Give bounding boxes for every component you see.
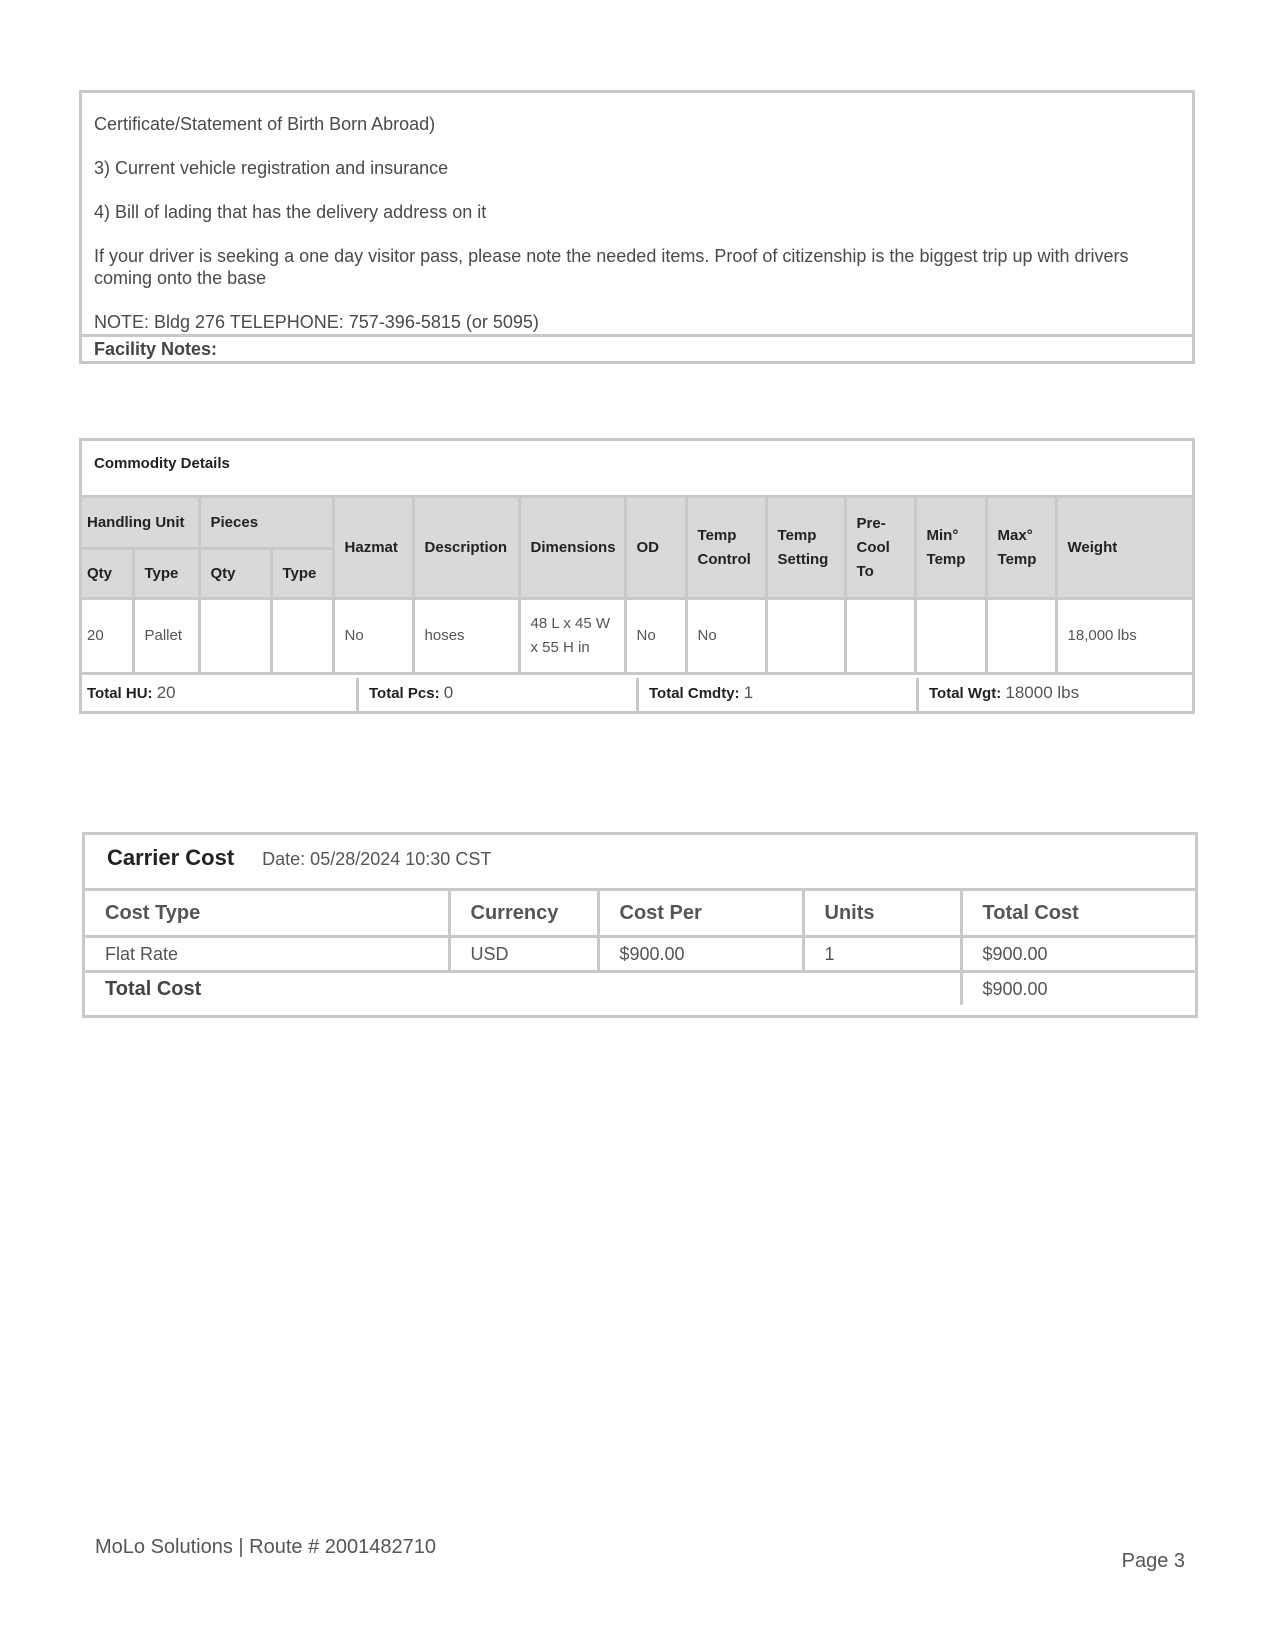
total-cmdty-value: 1 [743,683,754,702]
total-pcs-value: 0 [443,683,454,702]
cell-total-cost: $900.00 [961,937,1195,972]
total-hu [82,678,356,711]
header-cost-type: Cost Type [85,890,449,937]
header-description: Description [413,497,519,599]
commodity-table [82,495,1192,675]
table-row [82,599,1192,674]
total-wgt-label: Total Wgt: [929,685,1002,702]
notes-body [82,93,1192,337]
footer-route: MoLo Solutions | Route # 2001482710 [95,1536,437,1558]
header-temp-setting: Temp Setting [766,497,845,599]
total-hu-value: 20 [156,683,176,702]
cell-units: 1 [803,937,961,972]
header-dimensions: Dimensions [519,497,625,599]
total-cost-value: $900.00 [961,972,1195,1006]
total-pcs [356,678,636,711]
cell-od: No [625,599,686,674]
carrier-cost-section [82,832,1198,1018]
notes-line: NOTE: Bldg 276 TELEPHONE: 757-396-5815 (or 5095) [94,312,539,332]
header-hu-type: Type [133,549,199,599]
header-pre-cool-to: Pre-Cool To [845,497,915,599]
page-number: Page 3 [1121,1550,1185,1572]
header-cost-per: Cost Per [598,890,803,937]
cell-pc-type [271,599,333,674]
cell-temp-setting [766,599,845,674]
header-units: Units [803,890,961,937]
cell-hazmat: No [333,599,413,674]
cell-hu-qty: 20 [82,599,133,674]
carrier-cost-title: Carrier Cost [107,845,235,870]
total-row [85,972,1195,1006]
notes-line: 3) Current vehicle registration and insurance [94,158,449,178]
header-pc-type: Type [271,549,333,599]
header-max-temp: Max° Temp [986,497,1056,599]
header-total-cost: Total Cost [961,890,1195,937]
table-row [85,937,1195,972]
cell-cost-per: $900.00 [598,937,803,972]
cell-weight: 18,000 lbs [1056,599,1192,674]
header-od: OD [625,497,686,599]
total-wgt [916,678,1192,711]
cell-min-temp [915,599,986,674]
notes-line: If your driver is seeking a one day visitor pass, please note the needed items. Proof of citizenship is the biggest trip up with drivers coming onto the base [94,246,1129,288]
total-cmdty [636,678,916,711]
header-pc-qty: Qty [199,549,271,599]
commodity-details-section [79,438,1195,714]
header-hu-qty: Qty [82,549,133,599]
facility-notes-label: Facility Notes: [94,339,218,359]
cell-dimensions: 48 L x 45 W x 55 H in [519,599,625,674]
commodity-totals [82,678,1192,711]
header-hazmat: Hazmat [333,497,413,599]
cell-pc-qty [199,599,271,674]
header-pieces: Pieces [199,497,333,549]
carrier-cost-date: Date: 05/28/2024 10:30 CST [262,849,492,869]
cell-currency: USD [449,937,598,972]
cell-temp-control: No [686,599,766,674]
facility-notes-section [79,90,1195,364]
notes-line: 4) Bill of lading that has the delivery address on it [94,202,487,222]
header-handling-unit: Handling Unit [82,497,199,549]
cell-description: hoses [413,599,519,674]
header-min-temp: Min° Temp [915,497,986,599]
cell-hu-type: Pallet [133,599,199,674]
total-pcs-label: Total Pcs: [369,685,440,702]
header-weight: Weight [1056,497,1192,599]
section-title: Commodity Details [94,455,230,472]
total-cmdty-label: Total Cmdty: [649,685,740,702]
cell-max-temp [986,599,1056,674]
carrier-cost-table [85,888,1195,1005]
header-temp-control: Temp Control [686,497,766,599]
header-currency: Currency [449,890,598,937]
cell-cost-type: Flat Rate [85,937,449,972]
total-cost-label: Total Cost [85,972,961,1006]
carrier-cost-header [107,845,491,885]
cell-pre-cool-to [845,599,915,674]
total-hu-label: Total HU: [87,685,153,702]
total-wgt-value: 18000 lbs [1005,683,1080,702]
notes-line: Certificate/Statement of Birth Born Abroad) [94,114,436,134]
